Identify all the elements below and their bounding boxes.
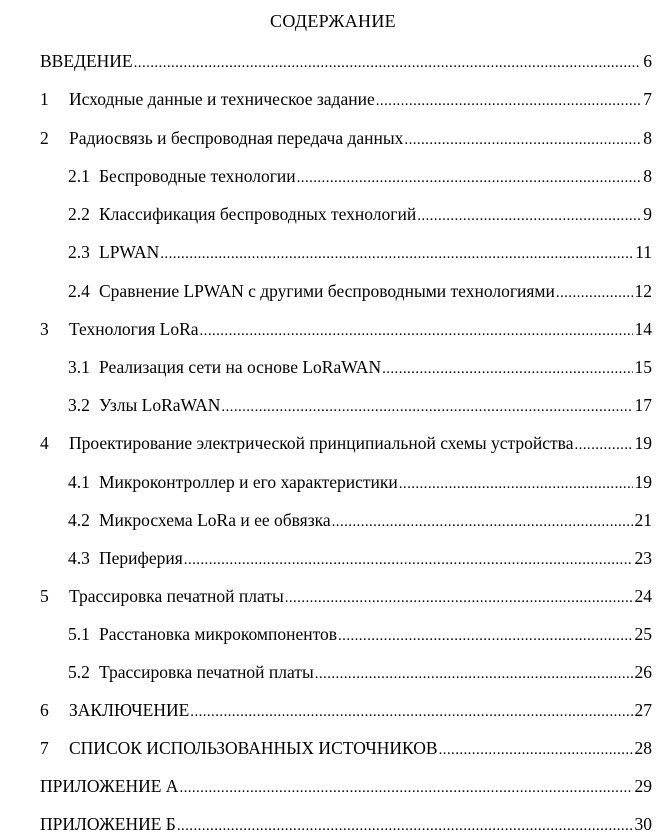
dot-leader: [285, 586, 633, 610]
toc-entry-page: 6: [643, 51, 652, 71]
toc-entry-label: ЗАКЛЮЧЕНИЕ: [69, 700, 190, 720]
toc-entry-4-2: [68, 508, 652, 532]
toc-entry-number: 5.2: [68, 662, 90, 682]
toc-entry-label: Исходные данные и техническое задание: [69, 89, 375, 109]
dot-leader: [179, 776, 632, 800]
dot-leader: [221, 395, 632, 419]
toc-entry-appendix-b: [40, 812, 652, 836]
toc-entry-number: 4: [40, 433, 49, 453]
toc-entry-number: 6: [40, 700, 49, 720]
toc-entry-page: 11: [635, 242, 652, 262]
toc-entry-4-3: [68, 546, 652, 570]
toc-entry-4: [40, 431, 652, 455]
dot-leader: [439, 738, 633, 762]
dot-leader: [338, 624, 632, 648]
dot-leader: [190, 700, 632, 724]
toc-entry-label: Радиосвязь и беспроводная передача данных: [69, 128, 404, 148]
toc-entry-page: 8: [643, 166, 652, 186]
toc-entry-label: Расстановка микрокомпонентов: [99, 624, 338, 644]
toc-entry-label: Трассировка печатной платы: [99, 662, 314, 682]
toc-entry-page: 14: [634, 319, 652, 339]
toc-entry-label: СПИСОК ИСПОЛЬЗОВАННЫХ ИСТОЧНИКОВ: [69, 738, 438, 758]
toc-entry-page: 9: [643, 204, 652, 224]
toc-entry-number: 1: [40, 89, 49, 109]
toc-entry-page: 26: [634, 662, 652, 682]
toc-entry-number: 2.3: [68, 242, 90, 262]
page-title: СОДЕРЖАНИЕ: [270, 11, 396, 31]
toc-entry-label: Микросхема LoRa и ее обвязка: [99, 510, 331, 530]
toc-entry-label: Узлы LoRaWAN: [99, 395, 221, 415]
toc-entry-label: Беспроводные технологии: [99, 166, 296, 186]
toc-entry-appendix-a: [40, 774, 652, 798]
dot-leader: [332, 510, 633, 534]
toc-entry-3-1: [68, 355, 652, 379]
toc-entry-page: 17: [634, 395, 652, 415]
toc-entry-label: Микроконтроллер и его характеристики: [99, 472, 398, 492]
toc-entry-5-2: [68, 660, 652, 684]
dot-leader: [315, 662, 633, 686]
toc-entry-page: 30: [634, 814, 652, 834]
toc-entry-label: Классификация беспроводных технологий: [99, 204, 417, 224]
dot-leader: [160, 242, 633, 266]
toc-entry-4-1: [68, 470, 652, 494]
dot-leader: [376, 89, 642, 113]
toc-entry-page: 7: [643, 89, 652, 109]
toc-entry-number: 2.2: [68, 204, 90, 224]
toc-entry-page: 21: [634, 510, 652, 530]
toc-entry-number: 2.1: [68, 166, 90, 186]
toc-entry-page: 8: [643, 128, 652, 148]
toc-entry-number: 3.2: [68, 395, 90, 415]
toc-entry-number: 2: [40, 128, 49, 148]
dot-leader: [177, 814, 633, 838]
toc-entry-page: 12: [634, 281, 652, 301]
toc-entry-label: ПРИЛОЖЕНИЕ А: [40, 776, 179, 796]
toc-entry-label: LPWAN: [99, 242, 160, 262]
toc-entry-label: Сравнение LPWAN с другими беспроводными технологиями: [99, 281, 555, 301]
toc-entry-label: Реализация сети на основе LoRaWAN: [99, 357, 382, 377]
toc-entry-label: ПРИЛОЖЕНИЕ Б: [40, 814, 176, 834]
toc-entry-label: Трассировка печатной платы: [69, 586, 284, 606]
toc-entry-label: Технология LoRa: [69, 319, 199, 339]
toc-entry-label: Проектирование электрической принципиальной схемы устройства: [69, 433, 574, 453]
toc-entry-number: 4.3: [68, 548, 90, 568]
toc-entry-number: 4.1: [68, 472, 90, 492]
toc-entry-2: [40, 126, 652, 150]
toc-entry-page: 29: [634, 776, 652, 796]
toc-entry-7: [40, 736, 652, 760]
toc-entry-page: 24: [634, 586, 652, 606]
dot-leader: [200, 319, 633, 343]
toc-entry-page: 28: [634, 738, 652, 758]
toc-entry-page: 19: [634, 472, 652, 492]
toc-entry-1: [40, 87, 652, 111]
toc-entry-5: [40, 584, 652, 608]
dot-leader: [297, 166, 642, 190]
toc-entry-2-2: [68, 202, 652, 226]
dot-leader: [382, 357, 632, 381]
toc-entry-page: 15: [634, 357, 652, 377]
toc-entry-2-4: [68, 279, 652, 303]
toc-entry-introduction: [40, 49, 652, 73]
toc-entry-label: Периферия: [99, 548, 183, 568]
toc-entry-5-1: [68, 622, 652, 646]
toc-entry-6: [40, 698, 652, 722]
dot-leader: [399, 472, 633, 496]
dot-leader: [574, 433, 632, 457]
toc-entry-page: 25: [634, 624, 652, 644]
toc-entry-page: 19: [634, 433, 652, 453]
toc-entry-label: ВВЕДЕНИЕ: [40, 51, 133, 71]
toc-entry-number: 4.2: [68, 510, 90, 530]
dot-leader: [556, 281, 633, 305]
dot-leader: [404, 128, 641, 152]
toc-entry-number: 7: [40, 738, 49, 758]
toc-entry-2-1: [68, 164, 652, 188]
toc-entry-number: 3: [40, 319, 49, 339]
toc-entry-number: 2.4: [68, 281, 90, 301]
toc-entry-page: 23: [634, 548, 652, 568]
toc-entry-3: [40, 317, 652, 341]
toc-entry-number: 3.1: [68, 357, 90, 377]
toc-entry-page: 27: [634, 700, 652, 720]
dot-leader: [134, 51, 642, 75]
toc-entry-number: 5: [40, 586, 49, 606]
dot-leader: [417, 204, 641, 228]
dot-leader: [184, 548, 633, 572]
toc-entry-number: 5.1: [68, 624, 90, 644]
toc-entry-2-3: [68, 240, 652, 264]
toc-entry-3-2: [68, 393, 652, 417]
